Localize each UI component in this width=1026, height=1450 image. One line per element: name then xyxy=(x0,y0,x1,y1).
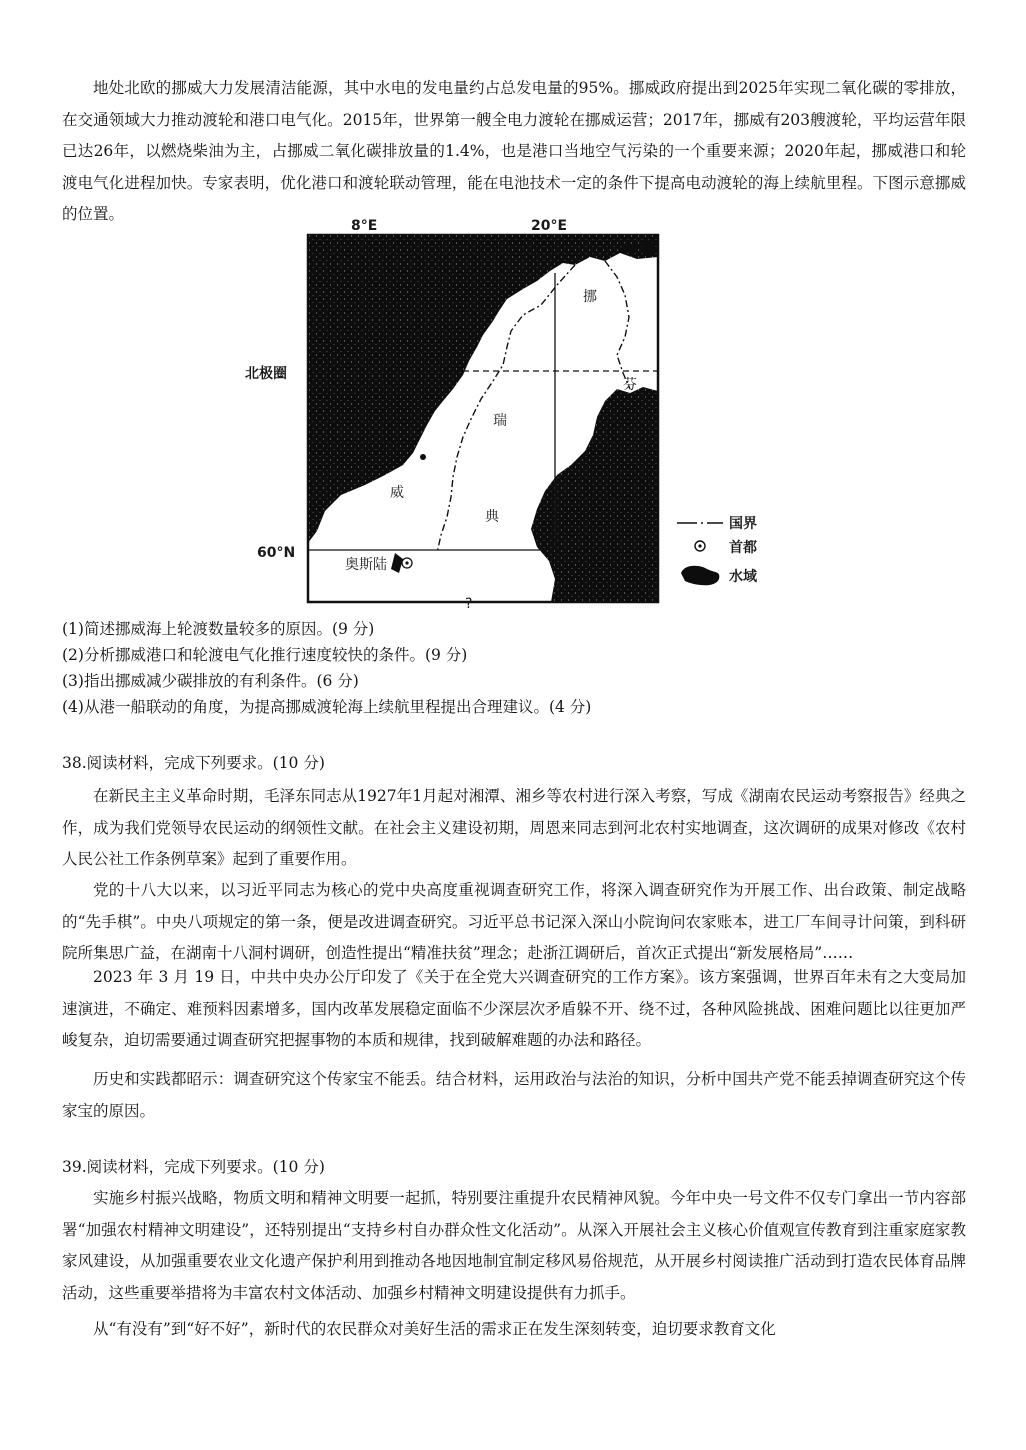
q37-question-1: (1)简述挪威海上轮渡数量较多的原因。(9 分) xyxy=(62,620,375,638)
legend-water-icon xyxy=(681,566,719,586)
label-oslo: 奥斯陆 xyxy=(345,557,387,573)
label-finland-1: 芬 xyxy=(623,377,637,393)
q37-question-4: (4)从港一船联动的角度，为提高挪威渡轮海上续航里程提出合理建议。(4 分) xyxy=(62,698,592,716)
q37-question-3: (3)指出挪威减少碳排放的有利条件。(6 分) xyxy=(62,672,359,690)
label-sweden-1: 瑞 xyxy=(493,413,507,429)
label-bottom-mark: ? xyxy=(465,596,473,612)
q39-paragraph-1: 实施乡村振兴战略，物质文明和精神文明要一起抓，特别要注重提升农民精神风貌。今年中央一号文件不仅专门拿出一节内容部署“加强农村精神文明建设”，还特别提出“支持乡村自办群众性文化活动”。从深入开展社会主义核心价值观宣传教育到注重家庭家教家风建设，从加强重要农业文化遗产保护利用到推动各地因地制宜制定移风易俗规范，从开展乡村阅读推广活动到打造农民体育品牌活动，这些重要举措将为丰富农村文体活动、加强乡村精神文明建设提供有力抓手。 xyxy=(62,1189,966,1302)
q37-question-2: (2)分析挪威港口和轮渡电气化推行速度较快的条件。(9 分) xyxy=(62,646,468,664)
q39-header: 39.阅读材料，完成下列要求。(10 分) xyxy=(62,1158,325,1176)
label-arctic-circle: 北极圈 xyxy=(245,366,287,382)
legend-water-label: 水域 xyxy=(729,569,757,585)
capital-dot xyxy=(405,561,408,564)
label-norway-north: 挪 xyxy=(583,289,597,305)
norway-location-map xyxy=(245,213,785,613)
label-norway-south: 威 xyxy=(390,485,404,501)
label-finland-2: 兰 xyxy=(625,445,639,461)
legend-capital-label: 首都 xyxy=(729,540,757,556)
q38-header: 38.阅读材料，完成下列要求。(10 分) xyxy=(62,754,325,772)
intro-paragraph: 地处北欧的挪威大力发展清洁能源，其中水电的发电量约占总发电量的95%。挪威政府提出到2025年实现二氧化碳的零排放，在交通领域大力推动渡轮和港口电气化。2015年，世界第一艘全电力渡轮在挪威运营；2017年，挪威有203艘渡轮，平均运营年限已达26年，以燃烧柴油为主，占挪威二氧化碳排放量的1.4%，也是港口当地空气污染的一个重要来源；2020年起，挪威港口和轮渡电气化进程加快。专家表明，优化港口和渡轮联动管理，能在电池技术一定的条件下提高电动渡轮的海上续航里程。下图示意挪威的位置。 xyxy=(62,79,966,223)
q39-paragraph-2: 从“有没有”到“好不好”，新时代的农民群众对美好生活的需求正在发生深刻转变，迫切要求教育文化 xyxy=(93,1320,776,1338)
q38-paragraph-2: 党的十八大以来，以习近平同志为核心的党中央高度重视调查研究工作，将深入调查研究作为开展工作、出台政策、制定战略的“先手棋”。中央八项规定的第一条，便是改进调查研究。习近平总书记深入深山小院询问农家账本，进工厂车间寻计问策，到科研院所集思广益，在湖南十八洞村调研，创造性提出“精准扶贫”理念；赴浙江调研后，首次正式提出“新发展格局”…… xyxy=(62,881,966,962)
map-svg xyxy=(245,213,785,613)
q38-paragraph-1: 在新民主主义革命时期，毛泽东同志从1927年1月起对湘潭、湘乡等农村进行深入考察，写成《湖南农民运动考察报告》经典之作，成为我们党领导农民运动的纲领性文献。在社会主义建设初期，周恩来同志到河北农村实地调查，这次调研的成果对修改《农村人民公社工作条例草案》起到了重要作用。 xyxy=(62,787,966,868)
label-8e: 8°E xyxy=(351,218,378,234)
lake xyxy=(420,454,426,460)
q38-paragraph-3: 2023 年 3 月 19 日，中共中央办公厅印发了《关于在全党大兴调查研究的工作方案》。该方案强调，世界百年未有之大变局加速演进，不确定、难预料因素增多，国内改革发展稳定面临不少深层次矛盾躲不开、绕不过，各种风险挑战、困难问题比以往更加严峻复杂，迫切需要通过调查研究把握事物的本质和规律，找到破解难题的办法和路径。 xyxy=(62,968,966,1049)
label-sweden-2: 典 xyxy=(485,509,499,525)
label-60n: 60°N xyxy=(257,545,296,561)
legend-border-label: 国界 xyxy=(729,516,757,532)
label-20e: 20°E xyxy=(531,218,568,234)
q38-paragraph-4: 历史和实践都昭示：调查研究这个传家宝不能丢。结合材料，运用政治与法治的知识，分析中国共产党不能丢掉调查研究这个传家宝的原因。 xyxy=(62,1070,966,1120)
